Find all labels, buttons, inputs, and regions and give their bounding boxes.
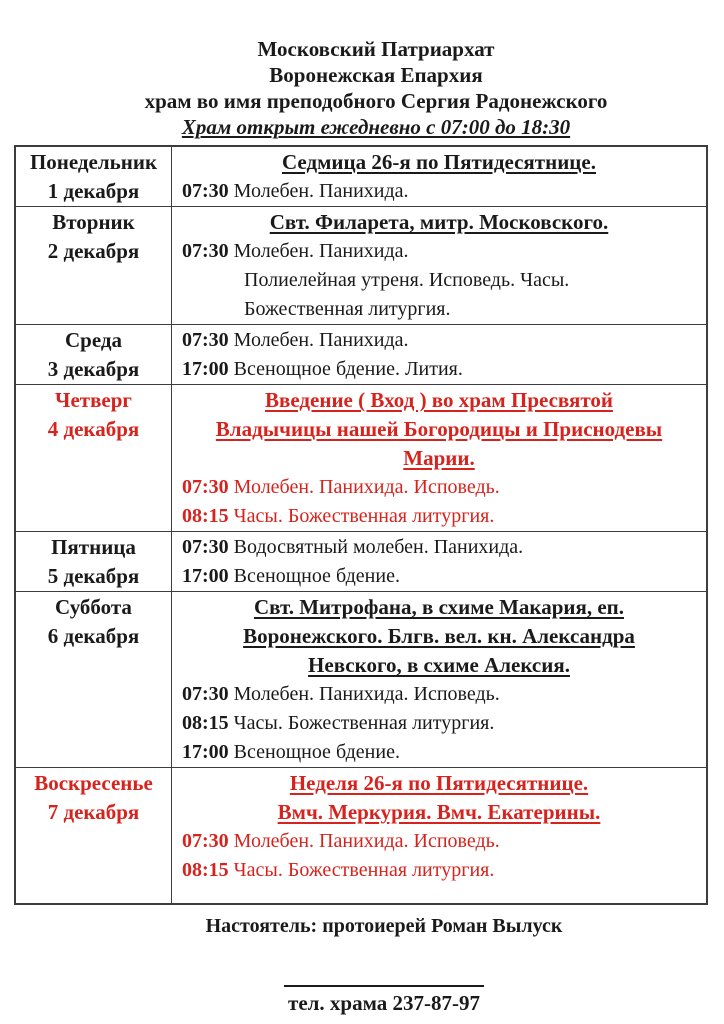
feast-title-text: Воронежского. Блгв. вел. кн. Александра bbox=[243, 624, 635, 648]
schedule-table bbox=[14, 145, 708, 905]
day-schedule-cell bbox=[172, 592, 706, 767]
header-line-church: храм во имя преподобного Сергия Радонежского bbox=[144, 89, 608, 113]
service-entry bbox=[180, 562, 698, 591]
day-cell bbox=[16, 532, 172, 591]
day-schedule-cell bbox=[172, 768, 706, 903]
feast-title-text: Свт. Филарета, митр. Московского. bbox=[269, 210, 609, 234]
feast-title-line bbox=[180, 444, 698, 473]
feast-title-text: Свт. Митрофана, в схиме Макария, еп. bbox=[253, 595, 625, 619]
service-entry bbox=[180, 473, 698, 502]
schedule-row bbox=[16, 325, 706, 385]
day-cell bbox=[16, 207, 172, 324]
service-text: Всенощное бдение. Лития. bbox=[233, 358, 463, 380]
service-text: Молебен. Панихида. bbox=[233, 329, 409, 351]
phone-line: тел. храма 237-87-97 bbox=[288, 991, 480, 1015]
feast-title-text: Вмч. Меркурия. Вмч. Екатерины. bbox=[277, 800, 601, 824]
service-entry bbox=[180, 709, 698, 738]
service-time: 08:15 bbox=[182, 859, 234, 881]
schedule-row bbox=[16, 147, 706, 207]
feast-title-text: Неделя 26-я по Пятидесятнице. bbox=[289, 771, 589, 795]
row-spacer bbox=[180, 885, 698, 903]
header-line-patriarchate: Московский Патриархат bbox=[257, 37, 495, 61]
feast-title-line bbox=[180, 593, 698, 622]
service-entry bbox=[180, 856, 698, 885]
day-name: Воскресенье bbox=[34, 771, 153, 795]
schedule-row bbox=[16, 385, 706, 532]
service-time: 17:00 bbox=[182, 358, 234, 380]
feast-title-line bbox=[180, 208, 698, 237]
service-entry bbox=[180, 355, 698, 384]
service-text: Молебен. Панихида. Исповедь. bbox=[233, 683, 500, 705]
service-entry bbox=[180, 295, 698, 324]
day-name: Суббота bbox=[55, 595, 132, 619]
feast-title-text: Невского, в схиме Алексия. bbox=[308, 653, 570, 677]
service-text: Молебен. Панихида. Исповедь. bbox=[233, 476, 500, 498]
schedule-row bbox=[16, 592, 706, 768]
day-date: 5 декабря bbox=[47, 564, 140, 588]
service-text: Часы. Божественная литургия. bbox=[233, 505, 495, 527]
service-time: 07:30 bbox=[182, 180, 234, 202]
service-time: 07:30 bbox=[182, 536, 234, 558]
opening-hours-note: Храм открыт ежедневно с 07:00 до 18:30 bbox=[181, 115, 571, 139]
feast-title-line bbox=[180, 148, 698, 177]
doc-footer bbox=[22, 913, 724, 1016]
service-entry bbox=[180, 827, 698, 856]
day-schedule-cell bbox=[172, 207, 706, 324]
day-name: Понедельник bbox=[29, 150, 158, 174]
feast-title-line bbox=[180, 622, 698, 651]
service-entry bbox=[180, 680, 698, 709]
feast-title-line bbox=[180, 651, 698, 680]
day-cell bbox=[16, 592, 172, 767]
service-time: 07:30 bbox=[182, 683, 234, 705]
service-time: 17:00 bbox=[182, 565, 234, 587]
day-name: Четверг bbox=[55, 388, 132, 412]
day-cell bbox=[16, 768, 172, 903]
day-cell bbox=[16, 325, 172, 384]
service-entry bbox=[180, 326, 698, 355]
schedule-row bbox=[16, 532, 706, 592]
feast-title-text: Введение ( Вход ) во храм Пресвятой bbox=[265, 388, 613, 412]
day-cell bbox=[16, 147, 172, 206]
service-text: Всенощное бдение. bbox=[233, 741, 400, 763]
feast-title-line bbox=[180, 386, 698, 415]
day-date: 1 декабря bbox=[47, 179, 140, 203]
feast-title-text: Владычицы нашей Богородицы и Приснодевы bbox=[215, 417, 663, 441]
service-text: Божественная литургия. bbox=[244, 298, 451, 320]
feast-title-text: Марии. bbox=[403, 446, 475, 470]
service-entry bbox=[180, 177, 698, 206]
schedule-row bbox=[16, 768, 706, 903]
service-text: Молебен. Панихида. bbox=[233, 180, 409, 202]
day-name: Пятница bbox=[51, 535, 136, 559]
day-date: 3 декабря bbox=[47, 357, 140, 381]
service-text: Часы. Божественная литургия. bbox=[233, 859, 495, 881]
day-cell bbox=[16, 385, 172, 531]
service-entry bbox=[180, 237, 698, 266]
day-name: Среда bbox=[64, 328, 122, 352]
service-entry bbox=[180, 266, 698, 295]
day-date: 7 декабря bbox=[47, 800, 140, 824]
feast-title-line bbox=[180, 769, 698, 798]
service-time: 08:15 bbox=[182, 712, 234, 734]
service-time: 07:30 bbox=[182, 240, 234, 262]
day-name: Вторник bbox=[52, 210, 135, 234]
service-entry bbox=[180, 533, 698, 562]
service-time: 07:30 bbox=[182, 830, 234, 852]
feast-title-line bbox=[180, 415, 698, 444]
day-date: 6 декабря bbox=[47, 624, 140, 648]
signature-rule bbox=[284, 985, 484, 987]
service-text: Полиелейная утреня. Исповедь. Часы. bbox=[244, 269, 570, 291]
day-schedule-cell bbox=[172, 325, 706, 384]
service-time: 17:00 bbox=[182, 741, 234, 763]
service-text: Всенощное бдение. bbox=[233, 565, 400, 587]
service-time: 08:15 bbox=[182, 505, 234, 527]
day-schedule-cell bbox=[172, 532, 706, 591]
header-line-diocese: Воронежская Епархия bbox=[269, 63, 483, 87]
service-text: Водосвятный молебен. Панихида. bbox=[233, 536, 524, 558]
feast-title-line bbox=[180, 798, 698, 827]
day-date: 2 декабря bbox=[47, 239, 140, 263]
service-time: 07:30 bbox=[182, 329, 234, 351]
rector-line: Настоятель: протоиерей Роман Вылуск bbox=[205, 915, 563, 937]
service-text: Молебен. Панихида. Исповедь. bbox=[233, 830, 500, 852]
feast-title-text: Седмица 26-я по Пятидесятнице. bbox=[282, 150, 596, 174]
day-date: 4 декабря bbox=[47, 417, 140, 441]
service-text: Часы. Божественная литургия. bbox=[233, 712, 495, 734]
service-time: 07:30 bbox=[182, 476, 234, 498]
service-entry bbox=[180, 502, 698, 531]
schedule-row bbox=[16, 207, 706, 325]
service-entry bbox=[180, 738, 698, 767]
doc-header bbox=[14, 0, 724, 140]
day-schedule-cell bbox=[172, 385, 706, 531]
service-text: Молебен. Панихида. bbox=[233, 240, 409, 262]
day-schedule-cell bbox=[172, 147, 706, 206]
